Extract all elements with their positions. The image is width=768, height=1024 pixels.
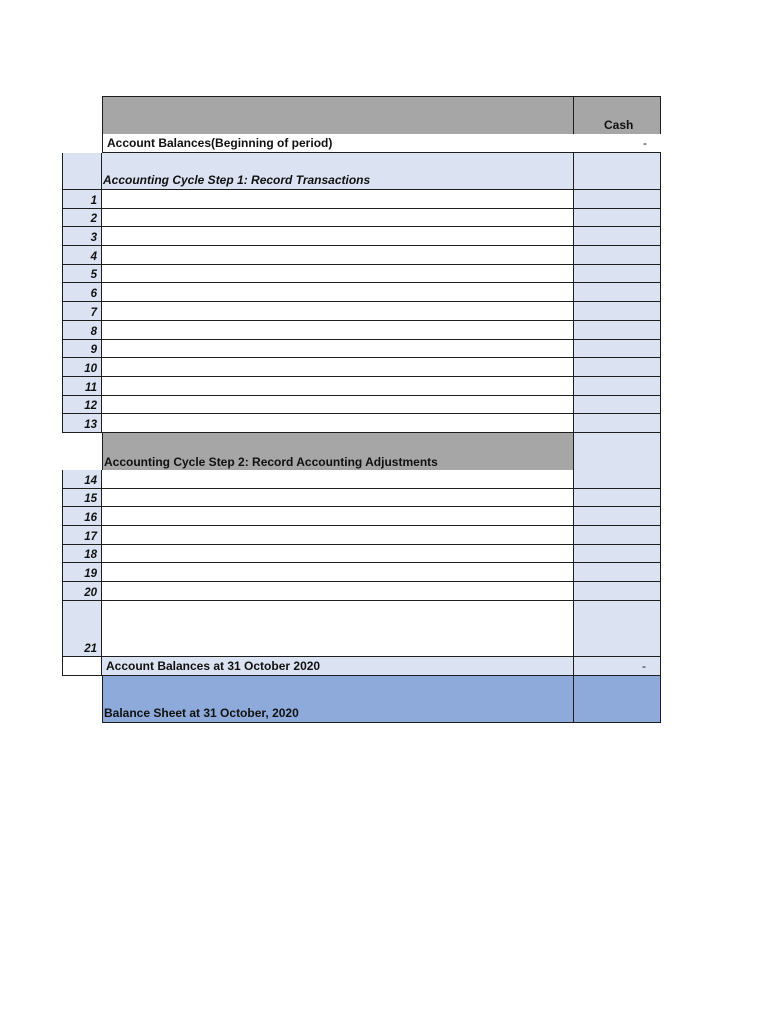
row-cash-cell[interactable] bbox=[573, 209, 661, 228]
row-number-cell[interactable] bbox=[62, 601, 102, 657]
row-number-cell[interactable] bbox=[62, 377, 102, 396]
row-number: 10 bbox=[84, 362, 97, 375]
row-number: 6 bbox=[90, 288, 97, 301]
row-number: 20 bbox=[84, 586, 97, 599]
worksheet-table bbox=[62, 96, 662, 723]
opening-cash-value: - bbox=[643, 136, 647, 150]
row-cash-cell[interactable] bbox=[573, 582, 661, 601]
row-number: 12 bbox=[84, 400, 97, 413]
row-number-cell[interactable] bbox=[62, 545, 102, 564]
table-row bbox=[62, 470, 662, 489]
row-description-cell[interactable] bbox=[102, 377, 573, 396]
opening-cash-cell[interactable] bbox=[573, 134, 661, 153]
balance-sheet-title-cell[interactable] bbox=[102, 676, 573, 723]
row-cash-cell[interactable] bbox=[573, 545, 661, 564]
cash-column-header: Cash bbox=[604, 118, 634, 132]
row-description-cell[interactable] bbox=[102, 545, 573, 564]
row-description-cell[interactable] bbox=[102, 358, 573, 377]
table-row bbox=[62, 489, 662, 508]
row-description-cell[interactable] bbox=[102, 340, 573, 359]
row-cash-cell[interactable] bbox=[573, 227, 661, 246]
row-description-cell[interactable] bbox=[102, 526, 573, 545]
step2-header-row bbox=[62, 433, 662, 470]
row-number-cell[interactable] bbox=[62, 358, 102, 377]
row-number: 17 bbox=[84, 530, 97, 543]
row-number-cell[interactable] bbox=[62, 563, 102, 582]
step2-title-cell[interactable] bbox=[102, 433, 573, 470]
table-row bbox=[62, 209, 662, 228]
row-number: 13 bbox=[84, 418, 97, 431]
header-row bbox=[62, 96, 662, 134]
row-description-cell[interactable] bbox=[102, 601, 573, 657]
step2-rows bbox=[62, 470, 662, 601]
row-cash-cell[interactable] bbox=[573, 302, 661, 321]
table-row bbox=[62, 265, 662, 284]
table-row bbox=[62, 507, 662, 526]
row-number: 18 bbox=[84, 549, 97, 562]
closing-balances-label: Account Balances at 31 October 2020 bbox=[106, 658, 321, 673]
table-row bbox=[62, 601, 662, 657]
table-row bbox=[62, 283, 662, 302]
row-description-cell[interactable] bbox=[102, 396, 573, 415]
row-number-cell[interactable] bbox=[62, 340, 102, 359]
row-number-cell[interactable] bbox=[62, 302, 102, 321]
row-number: 1 bbox=[90, 194, 97, 207]
table-row bbox=[62, 563, 662, 582]
row-number-cell[interactable] bbox=[62, 246, 102, 265]
step1-title: Accounting Cycle Step 1: Record Transactions bbox=[103, 173, 371, 187]
table-row bbox=[62, 545, 662, 564]
row-cash-cell[interactable] bbox=[573, 414, 661, 433]
row-number-cell[interactable] bbox=[62, 265, 102, 284]
row-cash-cell[interactable] bbox=[573, 526, 661, 545]
table-row bbox=[62, 321, 662, 340]
row-cash-cell[interactable] bbox=[573, 563, 661, 582]
row-description-cell[interactable] bbox=[102, 283, 573, 302]
table-row bbox=[62, 582, 662, 601]
row-number-cell[interactable] bbox=[62, 526, 102, 545]
row-number-cell[interactable] bbox=[62, 283, 102, 302]
row-number: 3 bbox=[90, 232, 97, 245]
opening-balances-label: Account Balances(Beginning of period) bbox=[107, 136, 333, 150]
table-row bbox=[62, 396, 662, 415]
step1-title-cell[interactable] bbox=[102, 153, 573, 190]
row-description-cell[interactable] bbox=[102, 414, 573, 433]
step1-number-cell[interactable] bbox=[62, 153, 102, 190]
table-row bbox=[62, 358, 662, 377]
row-description-cell[interactable] bbox=[102, 302, 573, 321]
row-number: 21 bbox=[84, 642, 97, 655]
row-description-cell[interactable] bbox=[102, 246, 573, 265]
row-cash-cell[interactable] bbox=[573, 190, 661, 209]
opening-balances-cell[interactable] bbox=[102, 134, 573, 153]
table-row bbox=[62, 302, 662, 321]
table-row bbox=[62, 246, 662, 265]
row-number: 4 bbox=[90, 250, 97, 263]
closing-cash-cell[interactable] bbox=[573, 657, 661, 676]
step2-title: Accounting Cycle Step 2: Record Accounting Adjustments bbox=[104, 454, 438, 469]
row-cash-cell[interactable] bbox=[573, 489, 661, 508]
balance-sheet-cash-cell[interactable] bbox=[573, 676, 661, 723]
row-cash-cell[interactable] bbox=[573, 601, 661, 657]
balance-sheet-row bbox=[62, 676, 662, 723]
row-cash-cell[interactable] bbox=[573, 340, 661, 359]
row-cash-cell[interactable] bbox=[573, 358, 661, 377]
table-row bbox=[62, 526, 662, 545]
row-number-cell[interactable] bbox=[62, 321, 102, 340]
step1-cash-cell[interactable] bbox=[573, 153, 661, 190]
row-number: 9 bbox=[90, 344, 97, 357]
row-number-cell[interactable] bbox=[62, 582, 102, 601]
table-row bbox=[62, 227, 662, 246]
table-row bbox=[62, 377, 662, 396]
row-cash-cell[interactable] bbox=[573, 470, 661, 489]
row-number: 14 bbox=[84, 474, 97, 487]
row-description-cell[interactable] bbox=[102, 507, 573, 526]
row-cash-cell[interactable] bbox=[573, 283, 661, 302]
header-cash-cell[interactable] bbox=[573, 96, 661, 134]
step1-rows bbox=[62, 190, 662, 433]
row-number-cell[interactable] bbox=[62, 227, 102, 246]
row-number-cell[interactable] bbox=[62, 507, 102, 526]
row-number: 5 bbox=[90, 269, 97, 282]
row-number-cell[interactable] bbox=[62, 470, 102, 489]
closing-balances-row bbox=[62, 657, 662, 676]
closing-balances-cell[interactable] bbox=[102, 657, 573, 676]
row-description-cell[interactable] bbox=[102, 190, 573, 209]
row-number-cell[interactable] bbox=[62, 209, 102, 228]
row-number-cell[interactable] bbox=[62, 190, 102, 209]
row-number-cell[interactable] bbox=[62, 414, 102, 433]
step1-header-row bbox=[62, 153, 662, 190]
row-description-cell[interactable] bbox=[102, 227, 573, 246]
closing-cash-value: - bbox=[642, 658, 646, 673]
row-description-cell[interactable] bbox=[102, 470, 573, 489]
balance-sheet-title: Balance Sheet at 31 October, 2020 bbox=[104, 705, 299, 720]
header-description-cell[interactable] bbox=[102, 96, 573, 134]
table-row bbox=[62, 190, 662, 209]
row-number-cell[interactable] bbox=[62, 396, 102, 415]
row-cash-cell[interactable] bbox=[573, 265, 661, 284]
row-number: 16 bbox=[84, 512, 97, 524]
row-number: 7 bbox=[90, 306, 97, 319]
row-description-cell[interactable] bbox=[102, 582, 573, 601]
row-description-cell[interactable] bbox=[102, 563, 573, 582]
row-number: 15 bbox=[84, 493, 97, 506]
row-cash-cell[interactable] bbox=[573, 507, 661, 526]
opening-balances-row bbox=[62, 134, 662, 153]
table-row bbox=[62, 414, 662, 433]
row-cash-cell[interactable] bbox=[573, 321, 661, 340]
row-cash-cell[interactable] bbox=[573, 396, 661, 415]
row-description-cell[interactable] bbox=[102, 489, 573, 508]
row-number: 2 bbox=[90, 213, 97, 226]
table-row bbox=[62, 340, 662, 359]
row-number: 11 bbox=[85, 381, 97, 394]
closing-number-cell[interactable] bbox=[62, 657, 102, 676]
row-description-cell[interactable] bbox=[102, 265, 573, 284]
step2-cash-cell[interactable] bbox=[573, 433, 661, 470]
row-cash-cell[interactable] bbox=[573, 377, 661, 396]
row-description-cell[interactable] bbox=[102, 321, 573, 340]
row-number-cell[interactable] bbox=[62, 489, 102, 508]
row-number: 8 bbox=[90, 325, 97, 338]
row-description-cell[interactable] bbox=[102, 209, 573, 228]
row-number: 19 bbox=[84, 568, 97, 581]
row-cash-cell[interactable] bbox=[573, 246, 661, 265]
